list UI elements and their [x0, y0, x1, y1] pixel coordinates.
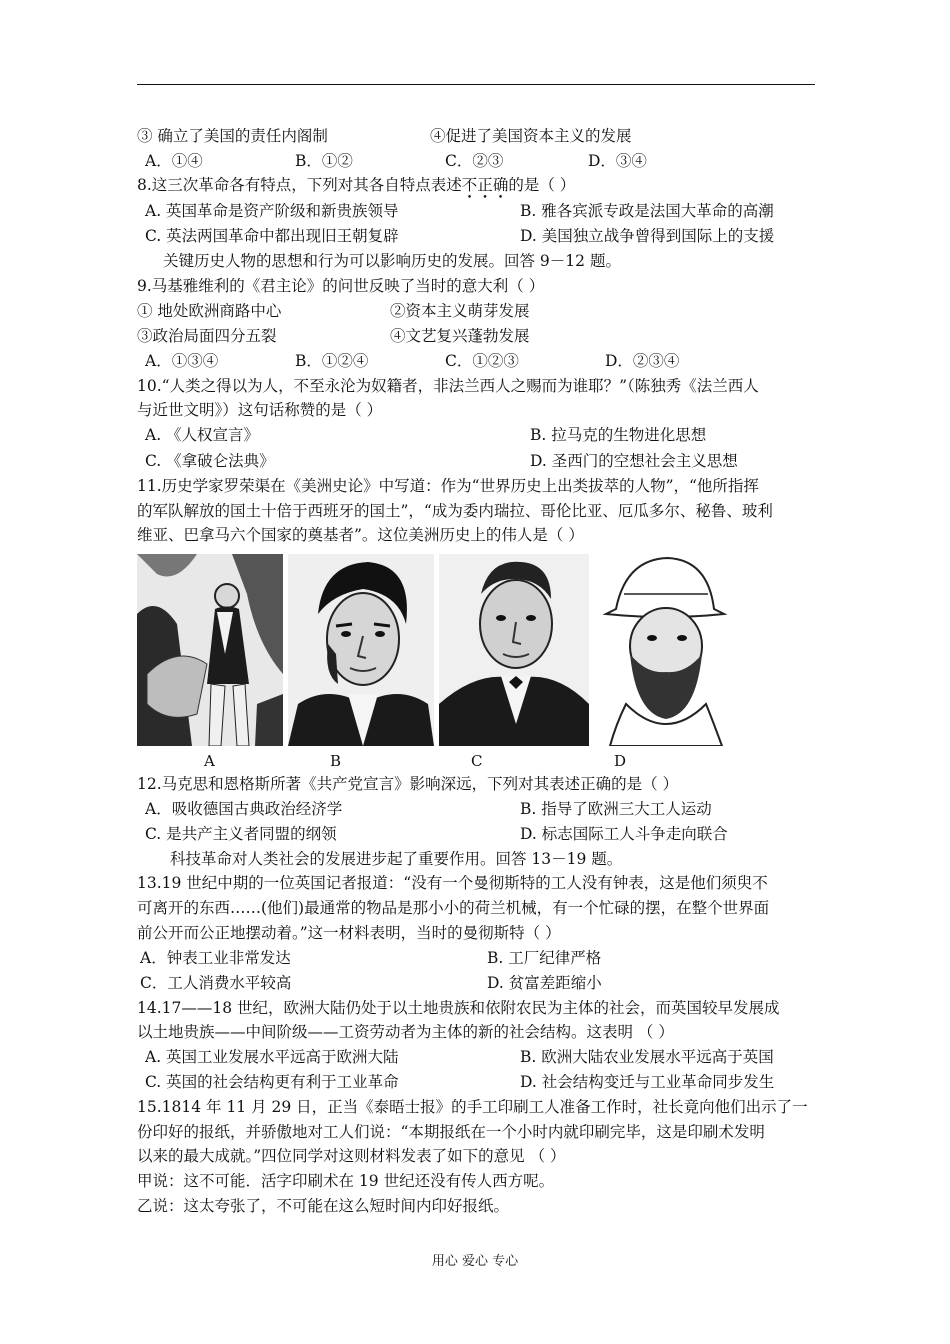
q13-option-a: A．钟表工业非常发达 [140, 949, 291, 967]
q12-option-a: A．吸收德国古典政治经济学 [145, 800, 343, 818]
portrait-caption-c: C [471, 752, 483, 770]
section-intro-9-12: 关键历史人物的思想和行为可以影响历史的发展。回答 9－12 题。 [163, 252, 621, 270]
q12-option-b: B. 指导了欧洲三大工人运动 [520, 800, 712, 818]
portrait-d-image [596, 554, 736, 746]
q10-option-c: C. 《拿破仑法典》 [145, 452, 275, 470]
q8-stem: 8.这三次革命各有特点，下列对其各自特点表述不正确的是（ ） [137, 176, 576, 194]
portrait-caption-a: A [204, 752, 215, 770]
q7-answer-a: A．①④ [145, 152, 203, 170]
portrait-b-image [288, 554, 434, 746]
q10-stem-line2: 与近世文明》）这句话称赞的是（ ） [137, 401, 383, 419]
q13-stem-line1: 13.19 世纪中期的一位英国记者报道：“没有一个曼彻斯特的工人没有钟表，这是他们须臾不 [137, 874, 768, 892]
q14-stem-line2: 以土地贵族——中间阶级——工资劳动者为主体的新的社会结构。这表明 （ ） [137, 1023, 674, 1041]
q15-stem-line2: 份印好的报纸，并骄傲地对工人们说：“本期报纸在一个小时内就印刷完毕，这是印刷术发明 [137, 1123, 765, 1141]
q9-statement-2: ②资本主义萌芽发展 [390, 302, 530, 320]
q12-option-d: D. 标志国际工人斗争走向联合 [520, 825, 728, 843]
q10-option-a: A. 《人权宣言》 [145, 426, 260, 444]
q15-opinion-yi: 乙说：这太夸张了，不可能在这么短时间内印好报纸。 [137, 1197, 510, 1215]
q14-option-c: C. 英国的社会结构更有利于工业革命 [145, 1073, 399, 1091]
portrait-c-image [439, 554, 589, 746]
q9-answer-d: D．②③④ [605, 352, 680, 370]
q7-answer-c: C．②③ [445, 152, 504, 170]
q10-stem-line1: 10.“人类之得以为人，不至永沦为奴籍者，非法兰西人之赐而为谁耶？”（陈独秀《法兰西人 [137, 377, 759, 395]
header-rule [137, 84, 815, 85]
q15-stem-line3: 以来的最大成就。”四位同学对这则材料发表了如下的意见 （ ） [137, 1147, 566, 1165]
q13-stem-line2: 可离开的东西……(他们)最通常的物品是那小小的荷兰机械，有一个忙碌的摆，在整个世界面 [137, 899, 770, 917]
q8-option-a: A. 英国革命是资产阶级和新贵族领导 [145, 202, 399, 220]
q13-stem-line3: 前公开而公正地摆动着。”这一材料表明，当时的曼彻斯特（ ） [137, 924, 561, 942]
q13-option-b: B. 工厂纪律严格 [487, 949, 602, 967]
portrait-caption-d: D [614, 752, 627, 770]
q7-option-3: ③ 确立了美国的责任内阁制 [137, 127, 328, 145]
portrait-caption-b: B [330, 752, 342, 770]
q13-option-c: C．工人消费水平较高 [140, 974, 292, 992]
q9-answer-a: A．①③④ [145, 352, 219, 370]
q9-statement-3: ③政治局面四分五裂 [137, 327, 277, 345]
q7-answer-d: D．③④ [588, 152, 647, 170]
q13-option-d: D. 贫富差距缩小 [487, 974, 602, 992]
page-footer: 用心 爱心 专心 [431, 1254, 519, 1269]
q8-option-c: C. 英法两国革命中都出现旧王朝复辟 [145, 227, 399, 245]
q9-answer-b: B．①②④ [295, 352, 369, 370]
q15-stem-line1: 15.1814 年 11 月 29 日，正当《泰晤士报》的手工印刷工人准备工作时，社长竟向他们出示了一 [137, 1098, 808, 1116]
q9-stem: 9.马基雅维利的《君主论》的问世反映了当时的意大利（ ） [137, 277, 545, 295]
q12-option-c: C. 是共产主义者同盟的纲领 [145, 825, 337, 843]
q7-option-4: ④促进了美国资本主义的发展 [430, 127, 632, 145]
q9-statement-1: ① 地处欧洲商路中心 [137, 302, 282, 320]
q10-option-d: D. 圣西门的空想社会主义思想 [530, 452, 738, 470]
q12-stem: 12.马克思和恩格斯所著《共产党宣言》影响深远，下列对其表述正确的是（ ） [137, 775, 679, 793]
q15-opinion-jia: 甲说：这不可能．活字印刷术在 19 世纪还没有传人西方呢。 [137, 1172, 555, 1190]
q14-option-b: B. 欧洲大陆农业发展水平远高于英国 [520, 1048, 774, 1066]
q8-option-b: B. 雅各宾派专政是法国大革命的高潮 [520, 202, 774, 220]
q9-statement-4: ④文艺复兴蓬勃发展 [390, 327, 530, 345]
q10-option-b: B. 拉马克的生物进化思想 [530, 426, 707, 444]
section-intro-13-19: 科技革命对人类社会的发展进步起了重要作用。回答 13－19 题。 [170, 850, 623, 868]
q14-option-d: D. 社会结构变迁与工业革命同步发生 [520, 1073, 775, 1091]
q14-stem-line1: 14.17——18 世纪，欧洲大陆仍处于以土地贵族和依附农民为主体的社会，而英国较早发展成 [137, 999, 780, 1017]
q11-stem-line3: 维亚、巴拿马六个国家的奠基者”。这位美洲历史上的伟人是（ ） [137, 526, 584, 544]
portrait-a-image [137, 554, 283, 746]
q9-answer-c: C．①②③ [445, 352, 519, 370]
q14-option-a: A. 英国工业发展水平远高于欧洲大陆 [145, 1048, 399, 1066]
q7-answer-b: B．①② [295, 152, 353, 170]
q8-option-d: D. 美国独立战争曾得到国际上的支援 [520, 227, 775, 245]
q11-stem-line2: 的军队解放的国土十倍于西班牙的国土”，“成为委内瑞拉、哥伦比亚、厄瓜多尔、秘鲁、玻利 [137, 502, 773, 520]
q11-stem-line1: 11.历史学家罗荣渠在《美洲史论》中写道：作为“世界历史上出类拔萃的人物”，“他所指挥 [137, 477, 759, 495]
